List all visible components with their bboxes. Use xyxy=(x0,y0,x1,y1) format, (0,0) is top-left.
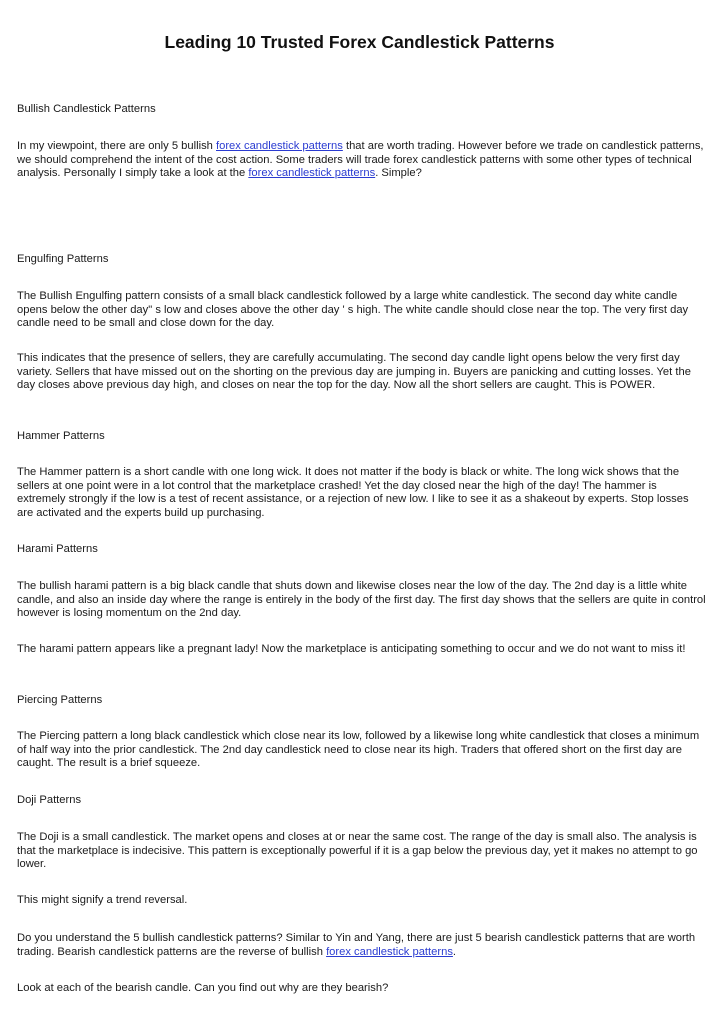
section-heading-engulfing: Engulfing Patterns xyxy=(17,253,109,265)
paragraph-intro xyxy=(17,140,707,181)
page-title: Leading 10 Trusted Forex Candlestick Patterns xyxy=(164,32,555,52)
paragraph-trend-reversal: This might signify a trend reversal. xyxy=(17,894,188,906)
paragraph-harami-1: The bullish harami pattern is a big black candle that shuts down and likewise closes near the low of the day. The 2nd day is a little white candle, and also an inside day where the range is entirely in the body of the first day. The first day shows that the sellers are quite in control however is losing momentum on the 2nd day. xyxy=(17,580,706,619)
forex-candlestick-patterns-link[interactable]: forex candlestick patterns xyxy=(248,167,376,179)
paragraph-text: . Simple? xyxy=(375,167,422,179)
section-heading-harami: Harami Patterns xyxy=(17,543,98,555)
paragraph-engulfing-2: This indicates that the presence of sellers, they are carefully accumulating. The second day candle light opens below the very first day variety. Sellers that have missed out on the shorting on the previous day are jumping in. Buyers are panicking and cutting losses. Yet the day closes above previous day high, and closes on near the top for the day. Now all the short sellers are caught. This is POWER. xyxy=(17,352,691,391)
paragraph-text: . xyxy=(452,945,457,958)
paragraph-doji: The Doji is a small candlestick. The market opens and closes at or near the same cost. The range of the day is small also. The analysis is that the marketplace is indecisive. This pattern is exceptionally powerful if it is a gap below the previous day, yet it makes no attempt to go lower. xyxy=(17,831,698,870)
paragraph-text: In my viewpoint, there are only 5 bullish xyxy=(17,140,216,152)
paragraph-harami-2: The harami pattern appears like a pregnant lady! Now the marketplace is anticipating something to occur and we do not want to miss it! xyxy=(17,643,686,655)
paragraph-piercing: The Piercing pattern a long black candlestick which close near its low, followed by a likewise long white candlestick that closes a minimum of half way into the prior candlestick. The 2nd day candlestick need to close near its high. Traders that offered short on the first day are caught. The result is a brief squeeze. xyxy=(17,730,700,769)
paragraph-engulfing-1: The Bullish Engulfing pattern consists of a small black candlestick followed by a large white candlestick. The second day white candle opens below the other day" s low and closes above the other day ' s high. The white candle should close near the top. The very first day candle need to be small and close down for the day. xyxy=(17,290,689,329)
section-heading-doji: Doji Patterns xyxy=(17,794,82,806)
paragraph-bearish-question: Look at each of the bearish candle. Can you find out why are they bearish? xyxy=(17,982,389,994)
forex-candlestick-patterns-link[interactable]: forex candlestick patterns xyxy=(326,945,453,958)
paragraph-hammer: The Hammer pattern is a short candle with one long wick. It does not matter if the body is black or white. The long wick shows that the sellers at one point were in a lot control that the marketplace crashed! Yet the day closed near the high of the day! The hammer is extremely strongly if the low is a test of recent assistance, or a rejection of new low. I like to see it as a shakeout by experts. Stop losses are activated and the experts build up purchasing. xyxy=(17,466,689,519)
paragraph-text: that are worth trading. However before we trade on candlestick patterns, we should comprehend the intent of the cost action. Some traders will trade forex candlestick patterns with some other types of technical analysis. Personally I simply take a look at the xyxy=(17,140,704,179)
paragraph-text: Do you understand the 5 bullish candlestick patterns? Similar to Yin and Yang, there are just 5 bearish candlestick patterns that are worth trading. Bearish candlestick patterns are the reverse of bullish xyxy=(17,932,696,958)
forex-candlestick-patterns-link[interactable]: forex candlestick patterns xyxy=(216,140,343,152)
paragraph-bearish-intro xyxy=(17,932,707,959)
section-heading-hammer: Hammer Patterns xyxy=(17,430,105,442)
section-heading-piercing: Piercing Patterns xyxy=(17,694,103,706)
section-heading-bullish: Bullish Candlestick Patterns xyxy=(17,103,156,115)
